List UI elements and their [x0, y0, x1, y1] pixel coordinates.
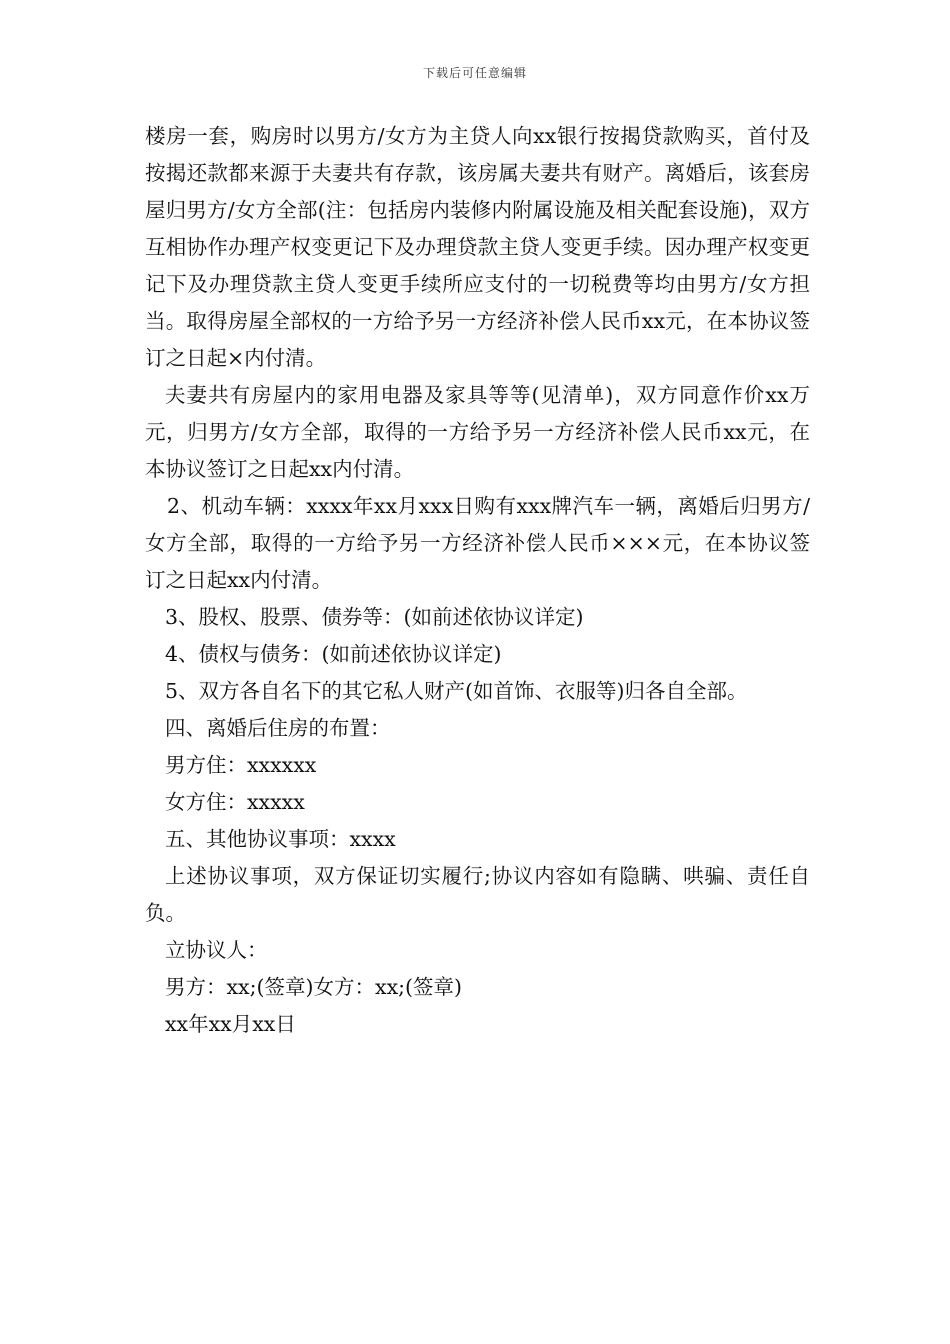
- paragraph-vehicle: 2、机动车辆：xxxx年xx月xxx日购有xxx牌汽车一辆，离婚后归男方/女方全部，取得的一方给予另一方经济补偿人民币×××元，在本协议签订之日起xx内付清。: [145, 494, 810, 592]
- paragraph-personal-property: 5、双方各自名下的其它私人财产(如首饰、衣服等)归各自全部。: [165, 679, 748, 703]
- paragraph-household-items: 夫妻共有房屋内的家用电器及家具等等(见清单)，双方同意作价xx万元，归男方/女方全部，取得的一方给予另一方经济补偿人民币xx元，在本协议签订之日起xx内付清。: [145, 383, 810, 481]
- signatories-label: 立协议人：: [165, 938, 268, 962]
- section-heading-housing: 四、离婚后住房的布置：: [165, 716, 391, 740]
- paragraph-debts: 4、债权与债务：(如前述依协议详定): [165, 642, 502, 666]
- paragraph-equity: 3、股权、股票、债券等：(如前述依协议详定): [165, 605, 584, 629]
- page-header: 下载后可任意编辑: [422, 66, 527, 80]
- paragraph-guarantee: 上述协议事项，双方保证切实履行;协议内容如有隐瞒、哄骗、责任自负。: [145, 864, 810, 925]
- paragraph-male-residence: 男方住：xxxxxx: [165, 753, 317, 777]
- document-body: [145, 118, 810, 1043]
- section-heading-other: 五、其他协议事项：xxxx: [165, 827, 396, 851]
- signature-line: 男方：xx;(签章)女方：xx;(签章): [165, 975, 463, 999]
- paragraph-house-property: 楼房一套，购房时以男方/女方为主贷人向xx银行按揭贷款购买，首付及按揭还款都来源于夫妻共有存款，该房属夫妻共有财产。离婚后，该套房屋归男方/女方全部(注：包括房内装修内附属设施及相关配套设施)，双方互相协作办理产权变更记下及办理贷款主贷人变更手续。因办理产权变更记下及办理贷款主贷人变更手续所应支付的一切税费等均由男方/女方担当。取得房屋全部权的一方给予另一方经济补偿人民币xx元，在本协议签订之日起×内付清。: [145, 124, 810, 370]
- paragraph-female-residence: 女方住：xxxxx: [165, 790, 305, 814]
- date-line: xx年xx月xx日: [165, 1012, 296, 1036]
